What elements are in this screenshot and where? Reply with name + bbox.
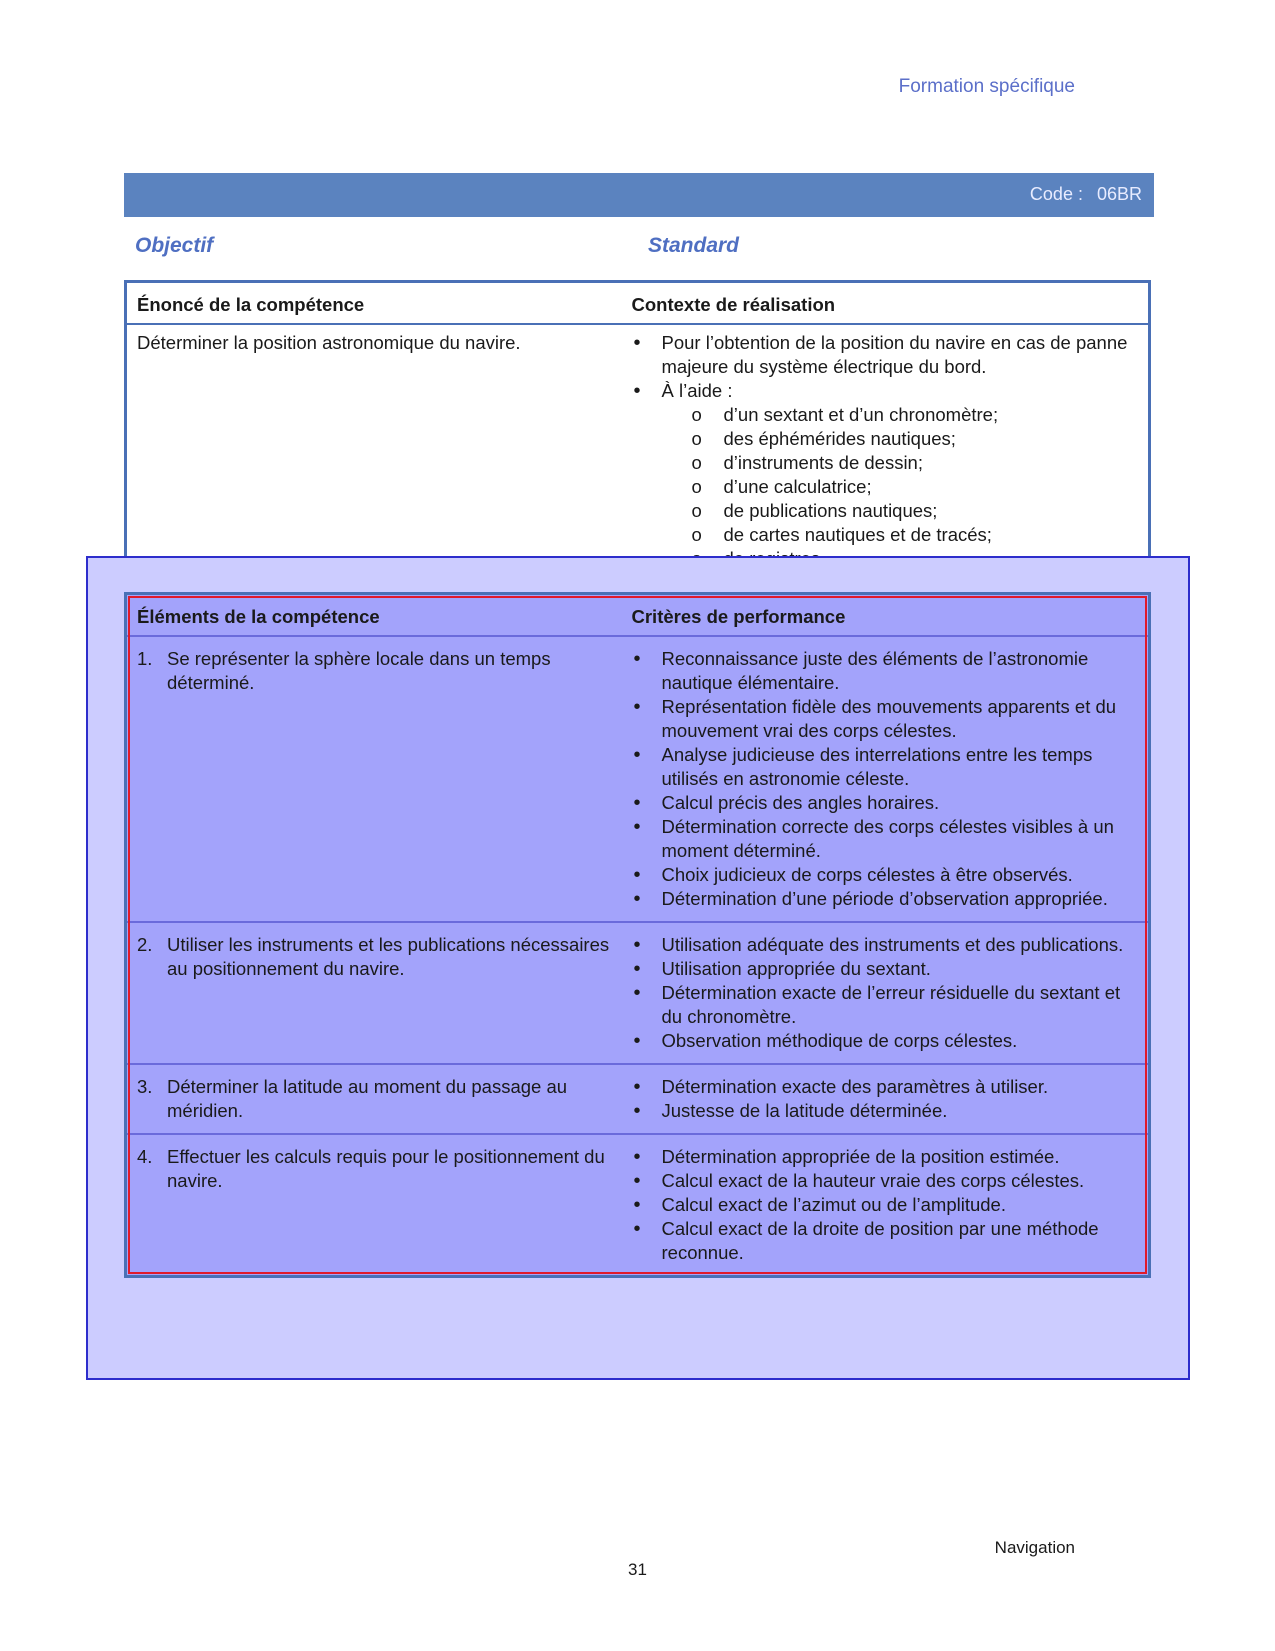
element-text: Déterminer la latitude au moment du passage au méridien. bbox=[167, 1076, 568, 1121]
tools-sublist bbox=[662, 403, 1139, 571]
criteria-cell bbox=[622, 1134, 1150, 1277]
sub-list-item: o des éphémérides nautiques; bbox=[662, 427, 1139, 451]
context-list bbox=[632, 331, 1139, 571]
objective-standard-row bbox=[135, 234, 1155, 262]
list-item: • Détermination correcte des corps célestes visibles à un moment déterminé. bbox=[632, 815, 1139, 863]
elements-criteria-table bbox=[124, 592, 1151, 1278]
table-row bbox=[126, 324, 1150, 579]
list-item: • Calcul exact de l’azimut ou de l’amplitude. bbox=[632, 1193, 1139, 1217]
criteria-cell bbox=[622, 1064, 1150, 1134]
sub-list-item: o d’instruments de dessin; bbox=[662, 451, 1139, 475]
element-number: 1. bbox=[137, 648, 153, 669]
sub-list-item: o de publications nautiques; bbox=[662, 499, 1139, 523]
list-item: • Calcul exact de la hauteur vraie des corps célestes. bbox=[632, 1169, 1139, 1193]
standard-label: Standard bbox=[648, 234, 740, 257]
context-cell bbox=[622, 324, 1150, 579]
sub-list-item: o de cartes nautiques et de tracés; bbox=[662, 523, 1139, 547]
competency-code bbox=[1030, 184, 1142, 205]
statement-header: Énoncé de la compétence bbox=[126, 282, 622, 325]
table-row bbox=[126, 1134, 1150, 1277]
sub-list-item: o d’une calculatrice; bbox=[662, 475, 1139, 499]
list-item: • Utilisation appropriée du sextant. bbox=[632, 957, 1139, 981]
criteria-list bbox=[632, 647, 1139, 911]
list-item: • Détermination exacte des paramètres à utiliser. bbox=[632, 1075, 1139, 1099]
section-title: Formation spécifique bbox=[898, 76, 1075, 97]
elements-header: Éléments de la compétence bbox=[126, 594, 622, 637]
list-item: • Calcul exact de la droite de position par une méthode reconnue. bbox=[632, 1217, 1139, 1265]
list-item: • Pour l’obtention de la position du navire en cas de panne majeure du système électrique du bord. bbox=[632, 331, 1139, 379]
criteria-header: Critères de performance bbox=[622, 594, 1150, 637]
list-item: • Analyse judicieuse des interrelations entre les temps utilisés en astronomie céleste. bbox=[632, 743, 1139, 791]
table-header-row bbox=[126, 282, 1150, 325]
element-text: Utiliser les instruments et les publications nécessaires au positionnement du navire. bbox=[167, 934, 610, 979]
list-item: • Détermination d’une période d’observation appropriée. bbox=[632, 887, 1139, 911]
element-cell bbox=[126, 1134, 622, 1277]
list-item: • Calcul précis des angles horaires. bbox=[632, 791, 1139, 815]
list-item: • Justesse de la latitude déterminée. bbox=[632, 1099, 1139, 1123]
list-item: • Détermination exacte de l’erreur résiduelle du sextant et du chronomètre. bbox=[632, 981, 1139, 1029]
element-number: 4. bbox=[137, 1146, 153, 1167]
table-row bbox=[126, 636, 1150, 922]
code-value: 06BR bbox=[1096, 184, 1142, 204]
sub-list-item: o d’un sextant et d’un chronomètre; bbox=[662, 403, 1139, 427]
criteria-cell bbox=[622, 636, 1150, 922]
competence-statement: Déterminer la position astronomique du navire. bbox=[137, 332, 521, 353]
element-cell bbox=[126, 636, 622, 922]
element-cell bbox=[126, 922, 622, 1064]
element-text: Effectuer les calculs requis pour le positionnement du navire. bbox=[167, 1146, 605, 1191]
table-row bbox=[126, 1064, 1150, 1134]
list-item: • Observation méthodique de corps célestes. bbox=[632, 1029, 1139, 1053]
list-item: • Choix judicieux de corps célestes à être observés. bbox=[632, 863, 1139, 887]
list-item: • Détermination appropriée de la position estimée. bbox=[632, 1145, 1139, 1169]
table-row bbox=[126, 922, 1150, 1064]
page-number: 31 bbox=[628, 1560, 647, 1579]
criteria-list bbox=[632, 933, 1139, 1053]
code-band bbox=[124, 173, 1154, 217]
list-item: • Utilisation adéquate des instruments et des publications. bbox=[632, 933, 1139, 957]
objective-label: Objectif bbox=[135, 234, 214, 257]
criteria-list bbox=[632, 1145, 1139, 1265]
element-number: 2. bbox=[137, 934, 153, 955]
code-label: Code : bbox=[1029, 184, 1083, 204]
list-item: • À l’aide : o d’un sextant et d’un chronomètre; o des éphémérides nautiques; o d’instruments de dessin; o d’une calculatrice; o de publications nautiques; o de cartes nautiques et de tracés; o bbox=[632, 379, 1139, 571]
element-number: 3. bbox=[137, 1076, 153, 1097]
table-header-row bbox=[126, 594, 1150, 637]
program-name: Navigation bbox=[994, 1538, 1075, 1557]
list-item: • Représentation fidèle des mouvements apparents et du mouvement vrai des corps célestes. bbox=[632, 695, 1139, 743]
criteria-cell bbox=[622, 922, 1150, 1064]
context-header: Contexte de réalisation bbox=[622, 282, 1150, 325]
list-item: • Reconnaissance juste des éléments de l’astronomie nautique élémentaire. bbox=[632, 647, 1139, 695]
element-text: Se représenter la sphère locale dans un temps déterminé. bbox=[167, 648, 551, 693]
competence-statement-table bbox=[124, 280, 1151, 580]
element-cell bbox=[126, 1064, 622, 1134]
criteria-list bbox=[632, 1075, 1139, 1123]
